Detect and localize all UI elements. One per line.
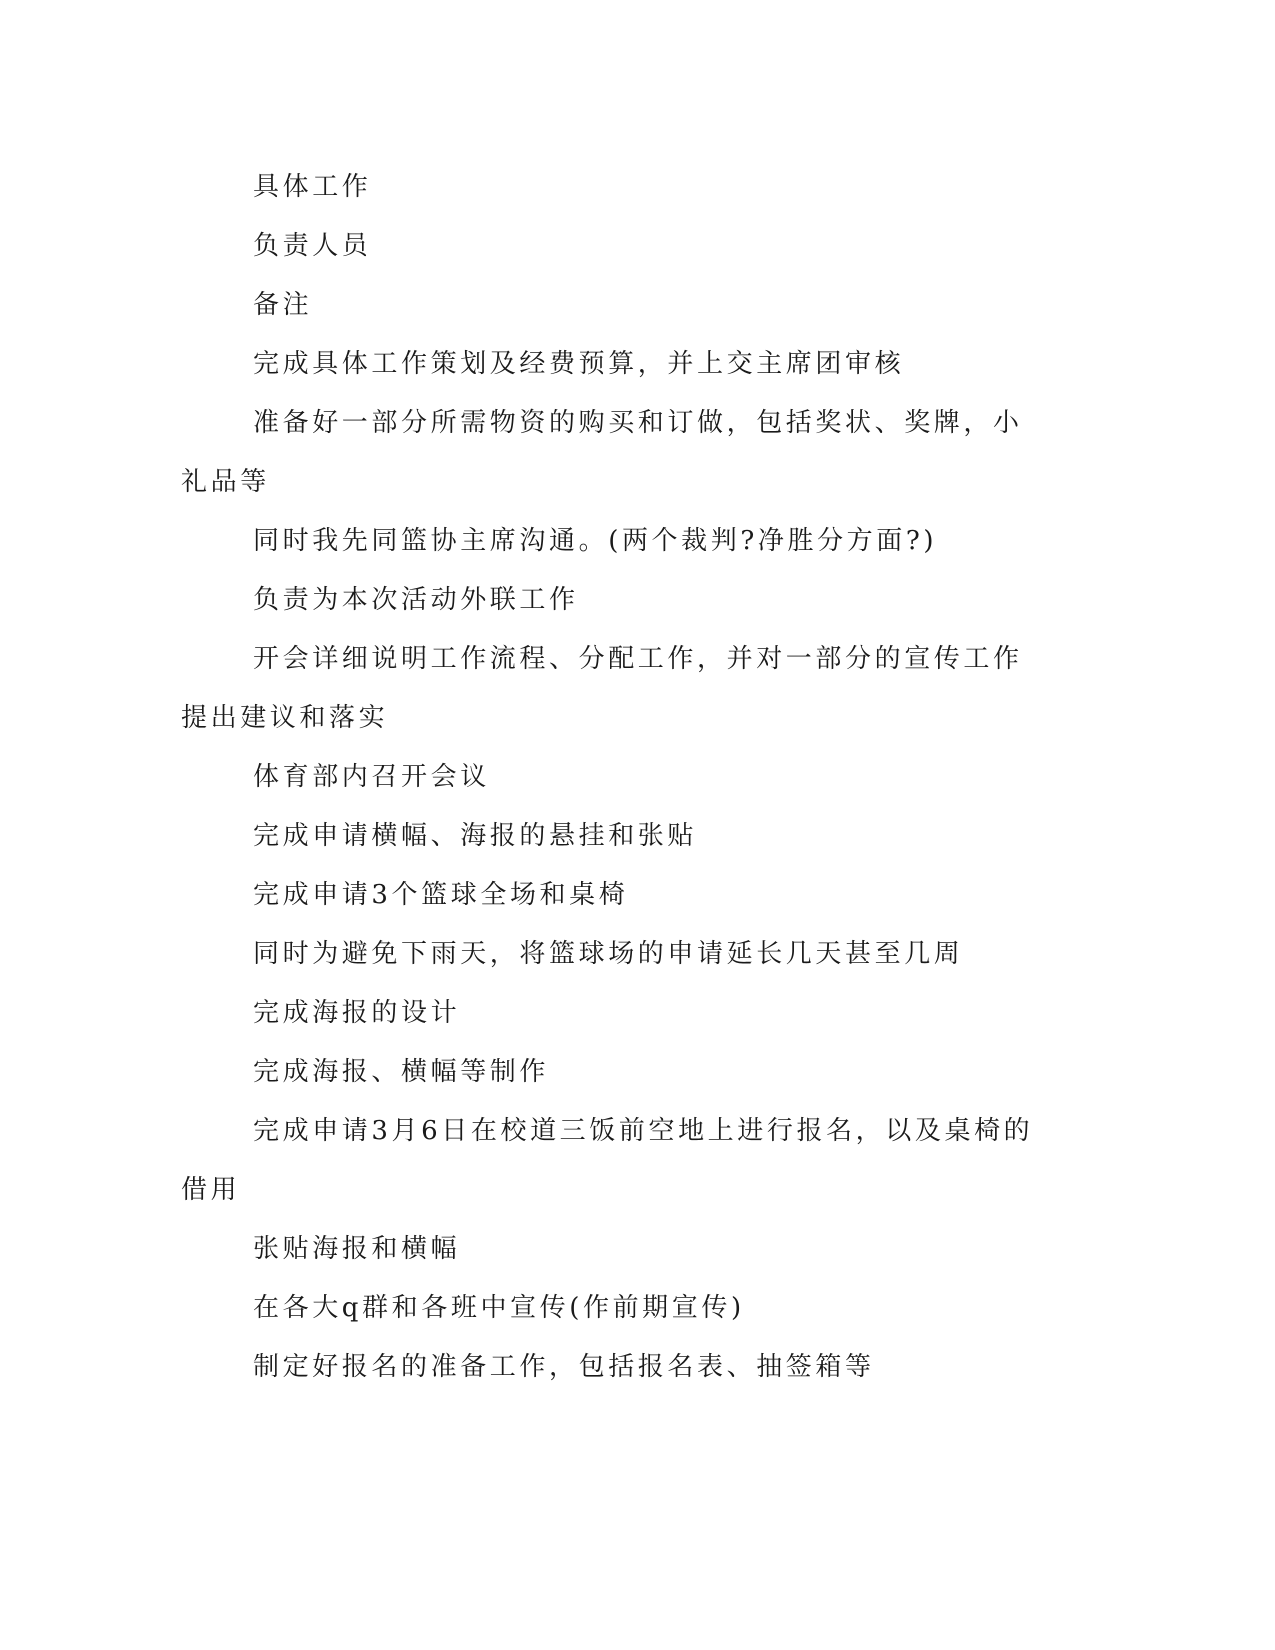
paragraph-14: 完成海报、横幅等制作: [253, 1057, 550, 1087]
paragraph-12: 同时为避免下雨天，将篮球场的申请延长几天甚至几周: [253, 939, 964, 969]
paragraph-3: 备注: [253, 290, 313, 320]
paragraph-5: 准备好一部分所需物资的购买和订做，包括奖状、奖牌，小礼品等: [181, 408, 1023, 497]
paragraph-11: 完成申请3个篮球全场和桌椅: [253, 880, 629, 910]
paragraph-17: 在各大q群和各班中宣传(作前期宣传): [253, 1293, 745, 1323]
paragraph-2: 负责人员: [253, 231, 372, 261]
paragraph-16: 张贴海报和横幅: [253, 1234, 461, 1264]
document-body: [181, 158, 1041, 1397]
paragraph-9: 体育部内召开会议: [253, 762, 490, 792]
paragraph-8: 开会详细说明工作流程、分配工作，并对一部分的宣传工作提出建议和落实: [181, 644, 1023, 733]
paragraph-18: 制定好报名的准备工作，包括报名表、抽签箱等: [253, 1352, 875, 1382]
paragraph-15: 完成申请3月6日在校道三饭前空地上进行报名，以及桌椅的借用: [181, 1116, 1034, 1205]
paragraph-10: 完成申请横幅、海报的悬挂和张贴: [253, 821, 698, 851]
paragraph-4: 完成具体工作策划及经费预算，并上交主席团审核: [253, 349, 905, 379]
paragraph-13: 完成海报的设计: [253, 998, 461, 1028]
paragraph-1: 具体工作: [253, 172, 372, 202]
paragraph-7: 负责为本次活动外联工作: [253, 585, 579, 615]
paragraph-6: 同时我先同篮协主席沟通。(两个裁判?净胜分方面?): [253, 526, 938, 556]
